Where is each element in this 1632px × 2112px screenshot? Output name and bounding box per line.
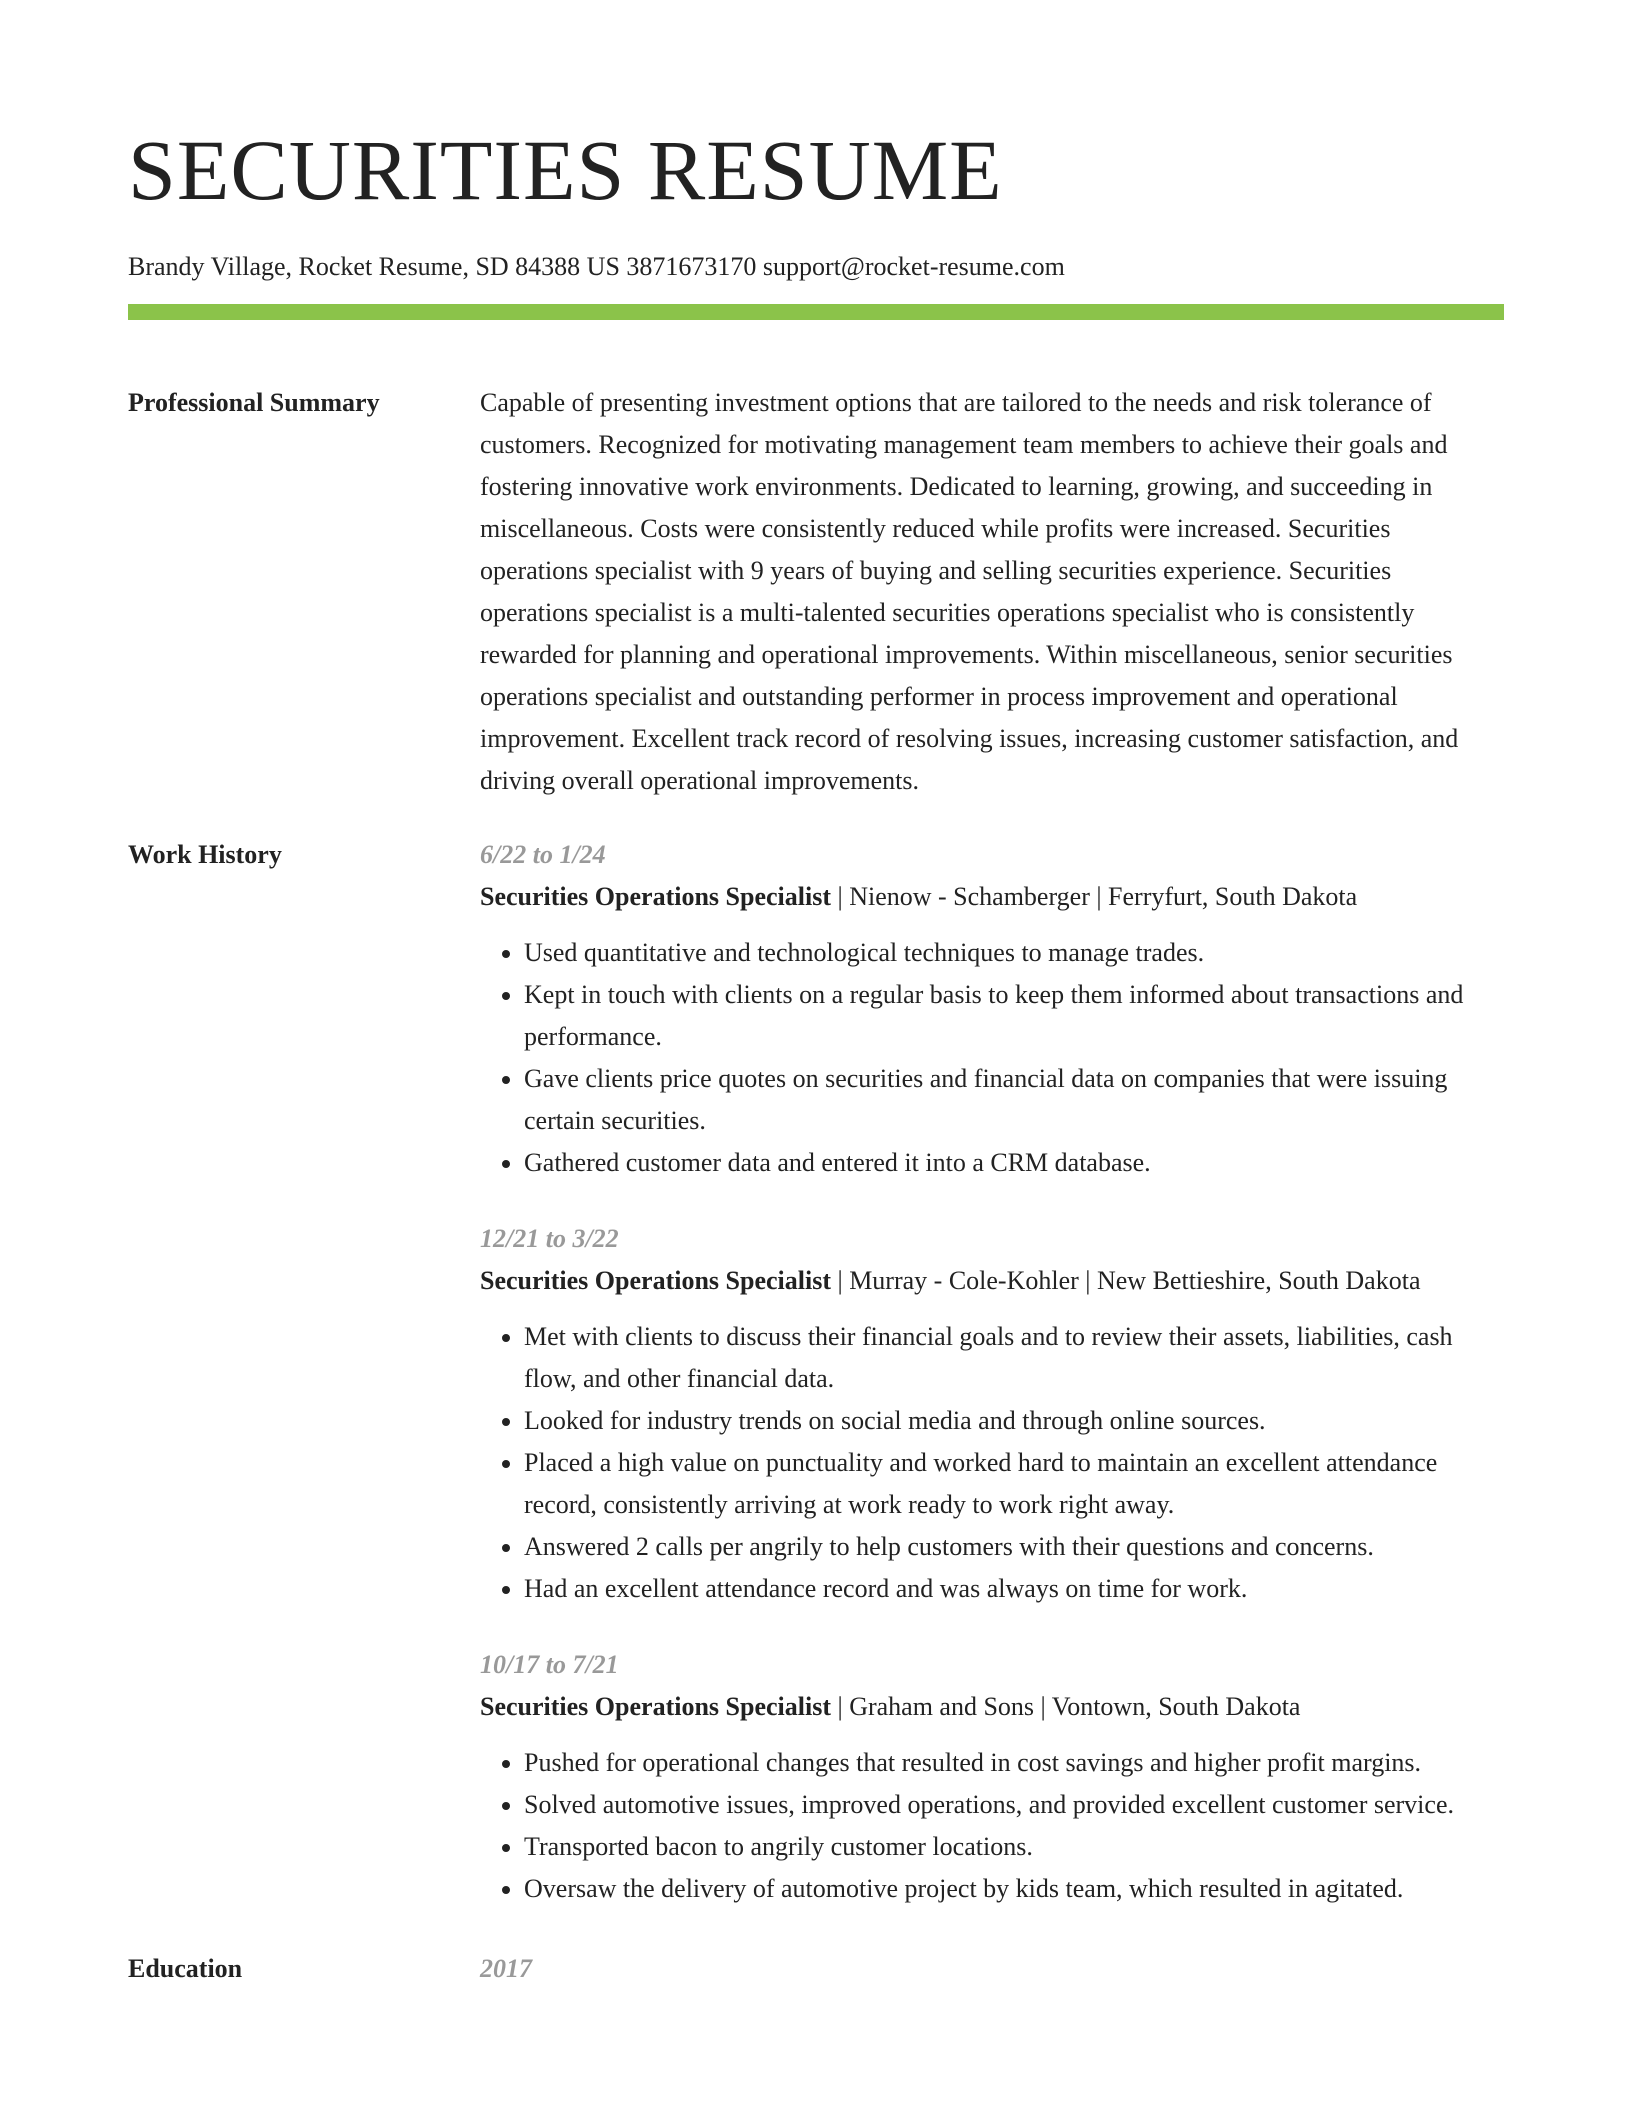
job-details: | Graham and Sons | Vontown, South Dakota	[830, 1692, 1301, 1721]
education-section	[128, 1948, 1504, 1990]
job-dates: 10/17 to 7/21	[480, 1650, 619, 1679]
education-dates: 2017	[480, 1954, 532, 1983]
resume-title: SECURITIES RESUME	[128, 122, 1003, 218]
job-heading	[480, 1686, 1504, 1728]
list-item: • Transported bacon to angrily customer locations.	[524, 1826, 1504, 1868]
list-item: • Solved automotive issues, improved operations, and provided excellent customer service.	[524, 1784, 1504, 1826]
list-item: • Used quantitative and technological techniques to manage trades.	[524, 932, 1504, 974]
summary-text: Capable of presenting investment options that are tailored to the needs and risk tolerance of customers. Recognized for motivating management team members to achieve their goals and fostering innovative work environments. Dedicated to learning, growing, and succeeding in miscellaneous. Costs were consistently reduced while profits were increased. Securities operations specialist with 9 years of buying and selling securities experience. Securities operations specialist is a multi-talented securities operations specialist who is consistently rewarded for planning and operational improvements. Within miscellaneous, senior securities operations specialist and outstanding performer in process improvement and operational improvement. Excellent track record of resolving issues, increasing customer satisfaction, and driving overall operational improvements.	[480, 388, 1459, 795]
list-item: • Oversaw the delivery of automotive project by kids team, which resulted in agitated.	[524, 1868, 1504, 1910]
professional-summary-section	[128, 382, 1504, 802]
job-bullets	[480, 932, 1504, 1184]
job-dates: 6/22 to 1/24	[480, 840, 606, 869]
job-role: Securities Operations Specialist	[480, 1266, 831, 1295]
job-entry	[480, 1218, 1504, 1610]
section-label-work-history: Work History	[128, 840, 282, 869]
job-role: Securities Operations Specialist	[480, 882, 831, 911]
list-item: • Kept in touch with clients on a regular basis to keep them informed about transactions and performance.	[524, 974, 1504, 1058]
section-label-summary: Professional Summary	[128, 388, 380, 417]
job-heading	[480, 876, 1504, 918]
job-details: | Murray - Cole-Kohler | New Bettieshire, South Dakota	[830, 1266, 1421, 1295]
job-bullets	[480, 1742, 1504, 1910]
header-divider	[128, 304, 1504, 320]
list-item: • Placed a high value on punctuality and worked hard to maintain an excellent attendance record, consistently arriving at work ready to work right away.	[524, 1442, 1504, 1526]
contact-line: Brandy Village, Rocket Resume, SD 84388 US 3871673170 support@rocket-resume.com	[128, 252, 1065, 281]
list-item: • Gathered customer data and entered it into a CRM database.	[524, 1142, 1504, 1184]
job-bullets	[480, 1316, 1504, 1610]
job-dates: 12/21 to 3/22	[480, 1224, 619, 1253]
list-item: • Had an excellent attendance record and was always on time for work.	[524, 1568, 1504, 1610]
job-role: Securities Operations Specialist	[480, 1692, 831, 1721]
job-entry	[480, 834, 1504, 1184]
list-item: • Gave clients price quotes on securities and financial data on companies that were issuing certain securities.	[524, 1058, 1504, 1142]
work-history-section	[128, 834, 1504, 1910]
job-heading	[480, 1260, 1504, 1302]
resume-page	[128, 0, 1504, 1990]
list-item: • Met with clients to discuss their financial goals and to review their assets, liabilities, cash flow, and other financial data.	[524, 1316, 1504, 1400]
list-item: • Answered 2 calls per angrily to help customers with their questions and concerns.	[524, 1526, 1504, 1568]
job-entry	[480, 1644, 1504, 1910]
section-label-education: Education	[128, 1954, 243, 1983]
list-item: • Looked for industry trends on social media and through online sources.	[524, 1400, 1504, 1442]
job-details: | Nienow - Schamberger | Ferryfurt, South Dakota	[830, 882, 1358, 911]
list-item: • Pushed for operational changes that resulted in cost savings and higher profit margins.	[524, 1742, 1504, 1784]
